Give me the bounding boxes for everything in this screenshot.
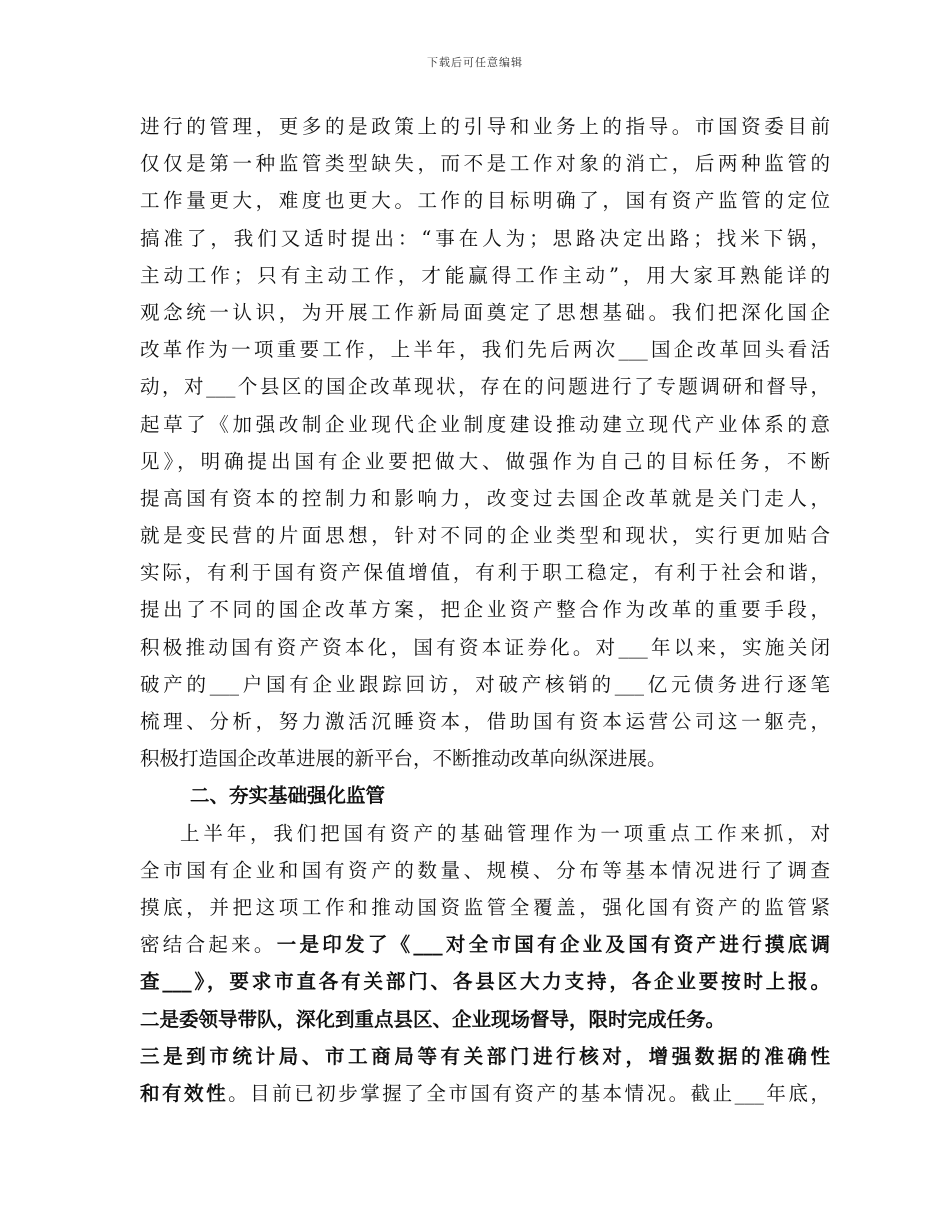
paragraph-2 [140, 815, 830, 1113]
bold-text: 和有效性 [140, 1081, 229, 1105]
page-header: 下载后可任意编辑 [427, 56, 523, 69]
text-line: 积极推动国有资产资本化，国有资本证券化。对___年以来，实施关闭 [140, 635, 830, 659]
normal-text: 密结合起来。 [140, 933, 277, 957]
text-line: 进行的管理，更多的是政策上的引导和业务上的指导。市国资委目前 [140, 115, 830, 138]
text-line: 仅仅是第一种监管类型缺失，而不是工作对象的消亡，后两种监管的 [140, 152, 830, 176]
text-line: 提出了不同的国企改革方案，把企业资产整合作为改革的重要手段， [140, 598, 830, 622]
document-body [140, 108, 830, 1112]
text-line: 梳理、分析，努力激活沉睡资本，借助国有资本运营公司这一躯壳， [140, 710, 830, 733]
text-line: 摸底，并把这项工作和推动国资监管全覆盖，强化国有资产的监管紧 [140, 895, 830, 919]
text-line: 提高国有资本的控制力和影响力，改变过去国企改革就是关门走人， [140, 486, 830, 510]
text-line: 破产的___户国有企业跟踪回访，对破产核销的___亿元债务进行逐笔 [140, 672, 830, 696]
normal-text: 。目前已初步掌握了全市国有资产的基本情况。截止___年底， [228, 1081, 830, 1105]
text-line-mixed [140, 1075, 830, 1112]
text-line: 实际，有利于国有资产保值增值，有利于职工稳定，有利于社会和谐， [140, 561, 830, 585]
text-line: 观念统一认识，为开展工作新局面奠定了思想基础。我们把深化国企 [140, 300, 830, 324]
text-line: 上半年，我们把国有资产的基础管理作为一项重点工作来抓，对 [180, 821, 830, 845]
text-line: 动，对___个县区的国企改革现状，存在的问题进行了专题调研和督导， [140, 375, 830, 399]
section-heading: 二、夯实基础强化监管 [190, 784, 386, 808]
bold-text-line: 三是到市统计局、市工商局等有关部门进行核对，增强数据的准确性 [140, 1044, 830, 1068]
bold-text-line: 二是委领导带队，深化到重点县区、企业现场督导，限时完成任务。 [140, 1007, 726, 1031]
text-line: 就是变民营的片面思想，针对不同的企业类型和现状，实行更加贴合 [140, 524, 830, 548]
text-line: 搞准了，我们又适时提出：“事在人为；思路决定出路；找米下锅， [140, 226, 830, 250]
text-line: 主动工作；只有主动工作，才能赢得工作主动”，用大家耳熟能详的 [140, 263, 830, 287]
text-line: 全市国有企业和国有资产的数量、规模、分布等基本情况进行了调查 [140, 858, 830, 882]
bold-text-line: 查___》，要求市直各有关部门、各县区大力支持，各企业要按时上报。 [140, 970, 830, 994]
paragraph-1 [140, 108, 830, 777]
text-line: 工作量更大，难度也更大。工作的目标明确了，国有资产监管的定位 [140, 189, 830, 213]
text-line: 改革作为一项重要工作，上半年，我们先后两次___国企改革回头看活 [140, 338, 830, 362]
text-line: 起草了《加强改制企业现代企业制度建设推动建立现代产业体系的意 [140, 412, 830, 436]
text-line: 积极打造国企改革进展的新平台，不断推动改革向纵深进展。 [140, 747, 667, 771]
bold-text: 一是印发了《___对全市国有企业及国有资产进行摸底调 [276, 933, 830, 957]
text-line: 见》，明确提出国有企业要把做大、做强作为自己的目标任务，不断 [140, 449, 830, 473]
text-line-mixed [140, 926, 830, 963]
